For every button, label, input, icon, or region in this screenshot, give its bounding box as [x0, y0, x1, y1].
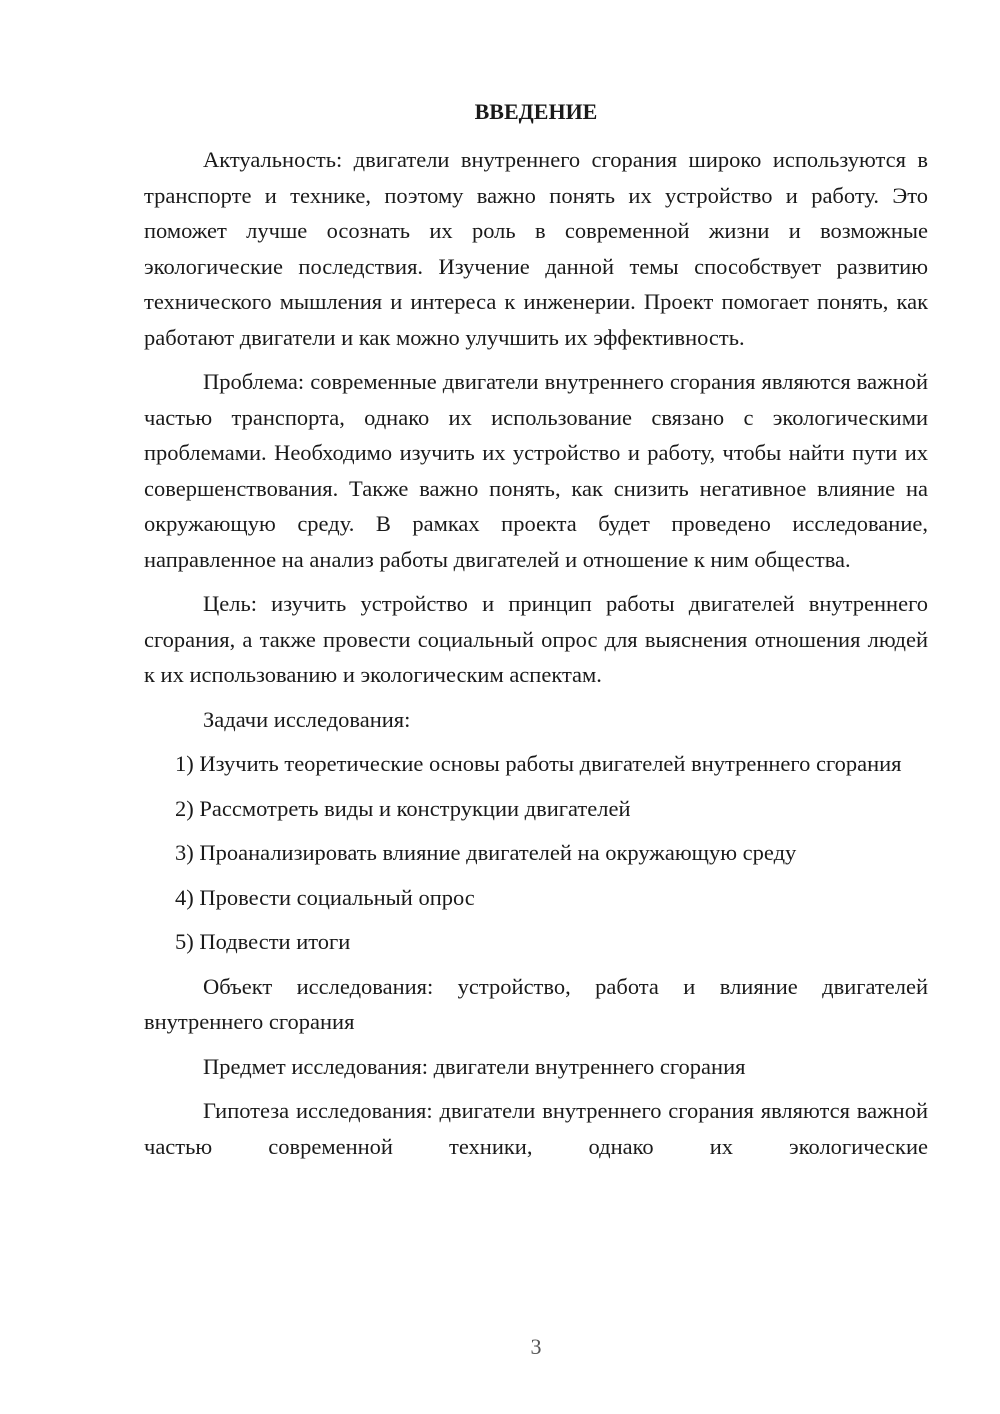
tasks-heading: Задачи исследования: [203, 706, 411, 732]
paragraph-relevance: Актуальность: двигатели внутреннего сгорания широко используются в транспорте и технике, поэтому важно понять их устройство и работу. Это поможет лучше осознать их роль в современной жизни и возможные экологические последствия. Изучение данной темы способствует развитию технического мышления и интереса к инженерии. Проект помогает понять, как работают двигатели и как можно улучшить их эффективность. [144, 147, 928, 350]
list-item-task-5: 5) Подвести итоги [175, 929, 351, 954]
list-item-task-4: 4) Провести социальный опрос [175, 884, 475, 910]
list-item-task-1: 1) Изучить теоретические основы работы двигателей внутреннего сгорания [175, 751, 902, 776]
paragraph-goal: Цель: изучить устройство и принцип работы двигателей внутреннего сгорания, а также провести социальный опрос для выяснения отношения людей к их использованию и экологическим аспектам. [144, 591, 928, 687]
list-item-task-3: 3) Проанализировать влияние двигателей на окружающую среду [175, 840, 797, 865]
paragraph-object: Объект исследования: устройство, работа и влияние двигателей внутреннего сгорания [144, 973, 928, 1034]
paragraph-problem: Проблема: современные двигатели внутреннего сгорания являются важной частью транспорта, однако их использование связано с экологическими проблемами. Необходимо изучить их устройство и работу, чтобы найти пути их совершенствования. Также важно понять, как снизить негативное влияние на окружающую среду. В рамках проекта будет проведено исследование, направленное на анализ работы двигателей и отношение к ним общества. [144, 369, 928, 572]
page-number: 3 [530, 1334, 542, 1359]
paragraph-subject: Предмет исследования: двигатели внутреннего сгорания [203, 1053, 746, 1079]
document-body [144, 142, 928, 1173]
page-title: ВВЕДЕНИЕ [474, 99, 598, 124]
list-item-task-2: 2) Рассмотреть виды и конструкции двигателей [175, 795, 631, 821]
paragraph-hypothesis: Гипотеза исследования: двигатели внутреннего сгорания являются важной частью современной техники, однако их экологические [144, 1098, 928, 1159]
